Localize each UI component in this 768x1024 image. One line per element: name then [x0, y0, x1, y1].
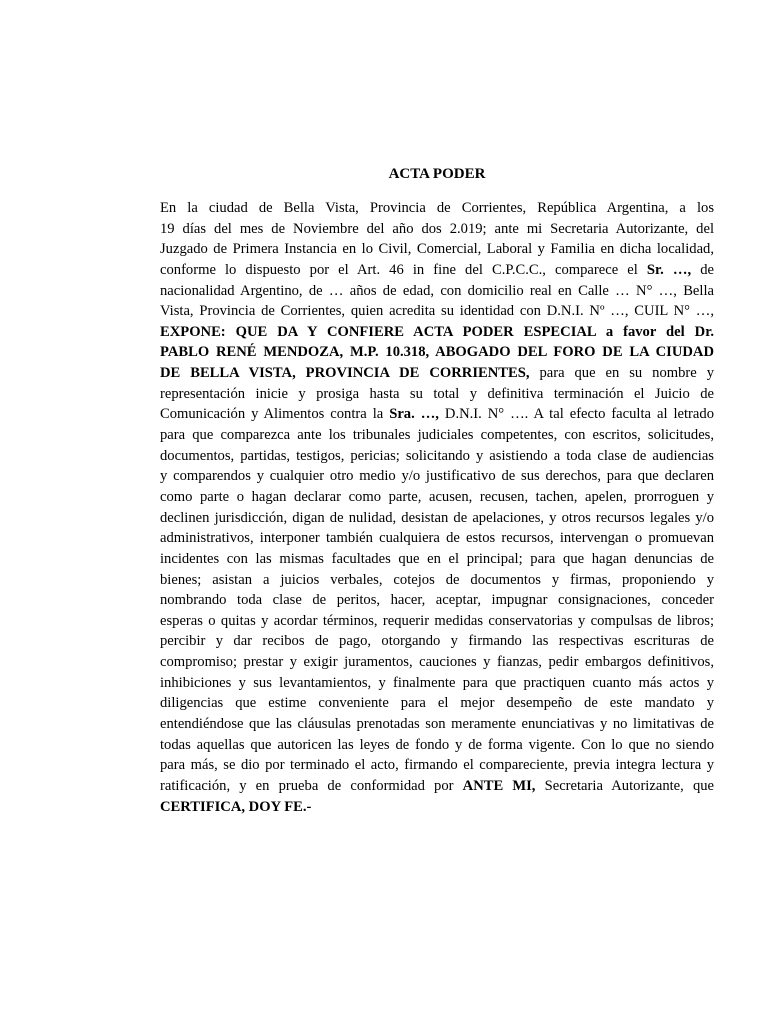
- body-line: [160, 198, 714, 219]
- text-segment: diligencias que estime conveniente para el mejor desempeño de este mandato y: [160, 695, 714, 712]
- bold-text: CERTIFICA, DOY FE.-: [160, 798, 312, 815]
- body-line: [160, 322, 714, 343]
- text-segment: bienes; asistan a juicios verbales, cotejos de documentos y firmas, proponiendo y: [160, 571, 714, 588]
- body-line: [160, 508, 714, 529]
- text-segment: representación inicie y prosiga hasta su total y definitiva terminación el Juicio de: [160, 385, 714, 402]
- body-line: [160, 281, 714, 302]
- body-line: [160, 714, 714, 735]
- text-segment: esperas o quitas y acordar términos, requerir medidas conservatorias y compulsas de libros;: [160, 612, 714, 629]
- body-line: [160, 342, 714, 363]
- text-segment: En la ciudad de Bella Vista, Provincia de Corrientes, República Argentina, a los: [160, 200, 714, 216]
- text-segment: incidentes con las mismas facultades que en el principal; para que hagan denuncias de: [160, 550, 714, 567]
- text-segment: todas aquellas que autoricen las leyes de fondo y de forma vigente. Con lo que no siendo: [160, 736, 714, 753]
- text-segment: Juzgado de Primera Instancia en lo Civil, Comercial, Laboral y Familia en dicha localidad,: [160, 241, 714, 258]
- text-segment: administrativos, interponer también cualquiera de estos recursos, intervengan o promuevan: [160, 530, 714, 547]
- bold-text: DE BELLA VISTA, PROVINCIA DE CORRIENTES,: [160, 365, 530, 382]
- body-line: [160, 652, 714, 673]
- body-line: [160, 693, 714, 714]
- body-line: [160, 549, 714, 570]
- text-segment: nombrando toda clase de peritos, hacer, aceptar, impugnar consignaciones, conceder: [160, 592, 714, 609]
- text-segment: de: [691, 261, 714, 278]
- text-segment: documentos, partidas, testigos, pericias; solicitando y asistiendo a toda clase de audiencias: [160, 447, 714, 464]
- text-segment: compromiso; prestar y exigir juramentos, cauciones y fianzas, pedir embargos definitivos,: [160, 654, 714, 671]
- text-segment: para que en su nombre y: [529, 365, 714, 382]
- bold-text: ANTE MI,: [462, 777, 536, 794]
- text-segment: declinen jurisdicción, digan de nulidad, desistan de apelaciones, y otros recursos legales y/o: [160, 509, 714, 526]
- text-segment: para que comparezca ante los tribunales judiciales competentes, con escritos, solicitudes,: [160, 427, 714, 444]
- text-segment: como parte o hagan declarar como parte, acusen, recusen, tachen, apelen, prorroguen y: [160, 488, 714, 505]
- document-title: ACTA PODER: [388, 166, 486, 182]
- body-line: [160, 425, 714, 446]
- body-line: [160, 239, 714, 260]
- text-segment: y comparendos y cualquier otro medio y/o justificativo de sus derechos, para que declaren: [160, 468, 714, 485]
- bold-text: Sra. …,: [389, 406, 439, 423]
- body-line: [160, 384, 714, 405]
- body-line: [160, 673, 714, 694]
- text-segment: Vista, Provincia de Corrientes, quien acredita su identidad con D.N.I. Nº …, CUIL N° …,: [160, 303, 714, 320]
- body-line: [160, 570, 714, 591]
- body-line: [160, 755, 714, 776]
- text-segment: Secretaria Autorizante, que: [535, 777, 715, 794]
- text-segment: percibir y dar recibos de pago, otorgando y firmando las respectivas escrituras de: [160, 633, 714, 650]
- text-segment: ratificación, y en prueba de conformidad por: [160, 777, 463, 794]
- body-line: [160, 404, 714, 425]
- body-line: [160, 528, 714, 549]
- text-segment: para más, se dio por terminado el acto, firmando el compareciente, previa integra lectura y: [160, 757, 714, 774]
- document-body: [160, 198, 714, 817]
- body-line: [160, 466, 714, 487]
- body-line: [160, 363, 714, 384]
- body-line: [160, 735, 714, 756]
- text-segment: 19 días del mes de Noviembre del año dos 2.019; ante mi Secretaria Autorizante, del: [160, 220, 714, 237]
- bold-text: PABLO RENÉ MENDOZA, M.P. 10.318, ABOGADO DEL FORO DE LA CIUDAD: [160, 344, 714, 361]
- body-line: [160, 219, 714, 240]
- text-segment: Comunicación y Alimentos contra la: [160, 406, 390, 423]
- body-line: [160, 611, 714, 632]
- text-segment: nacionalidad Argentino, de … años de edad, con domicilio real en Calle … N° …, Bella: [160, 282, 714, 299]
- bold-text: Sr. …,: [646, 261, 692, 278]
- bold-text: EXPONE: QUE DA Y CONFIERE ACTA PODER ESPECIAL a favor del Dr.: [160, 323, 714, 340]
- body-line: [160, 301, 714, 322]
- body-line: [160, 776, 714, 797]
- text-segment: conforme lo dispuesto por el Art. 46 in fine del C.P.C.C., comparece el: [160, 261, 647, 278]
- body-line: [160, 446, 714, 467]
- body-line: [160, 487, 714, 508]
- body-line: [160, 260, 714, 281]
- text-segment: inhibiciones y sus levantamientos, y finalmente para que practiquen cuanto más actos y: [160, 674, 714, 691]
- body-line: [160, 590, 714, 611]
- text-segment: entendiéndose que las cláusulas prenotadas son meramente enunciativas y no limitativas de: [160, 716, 714, 733]
- body-line: [160, 797, 714, 818]
- text-segment: D.N.I. N° …. A tal efecto faculta al letrado: [438, 406, 714, 423]
- body-line: [160, 631, 714, 652]
